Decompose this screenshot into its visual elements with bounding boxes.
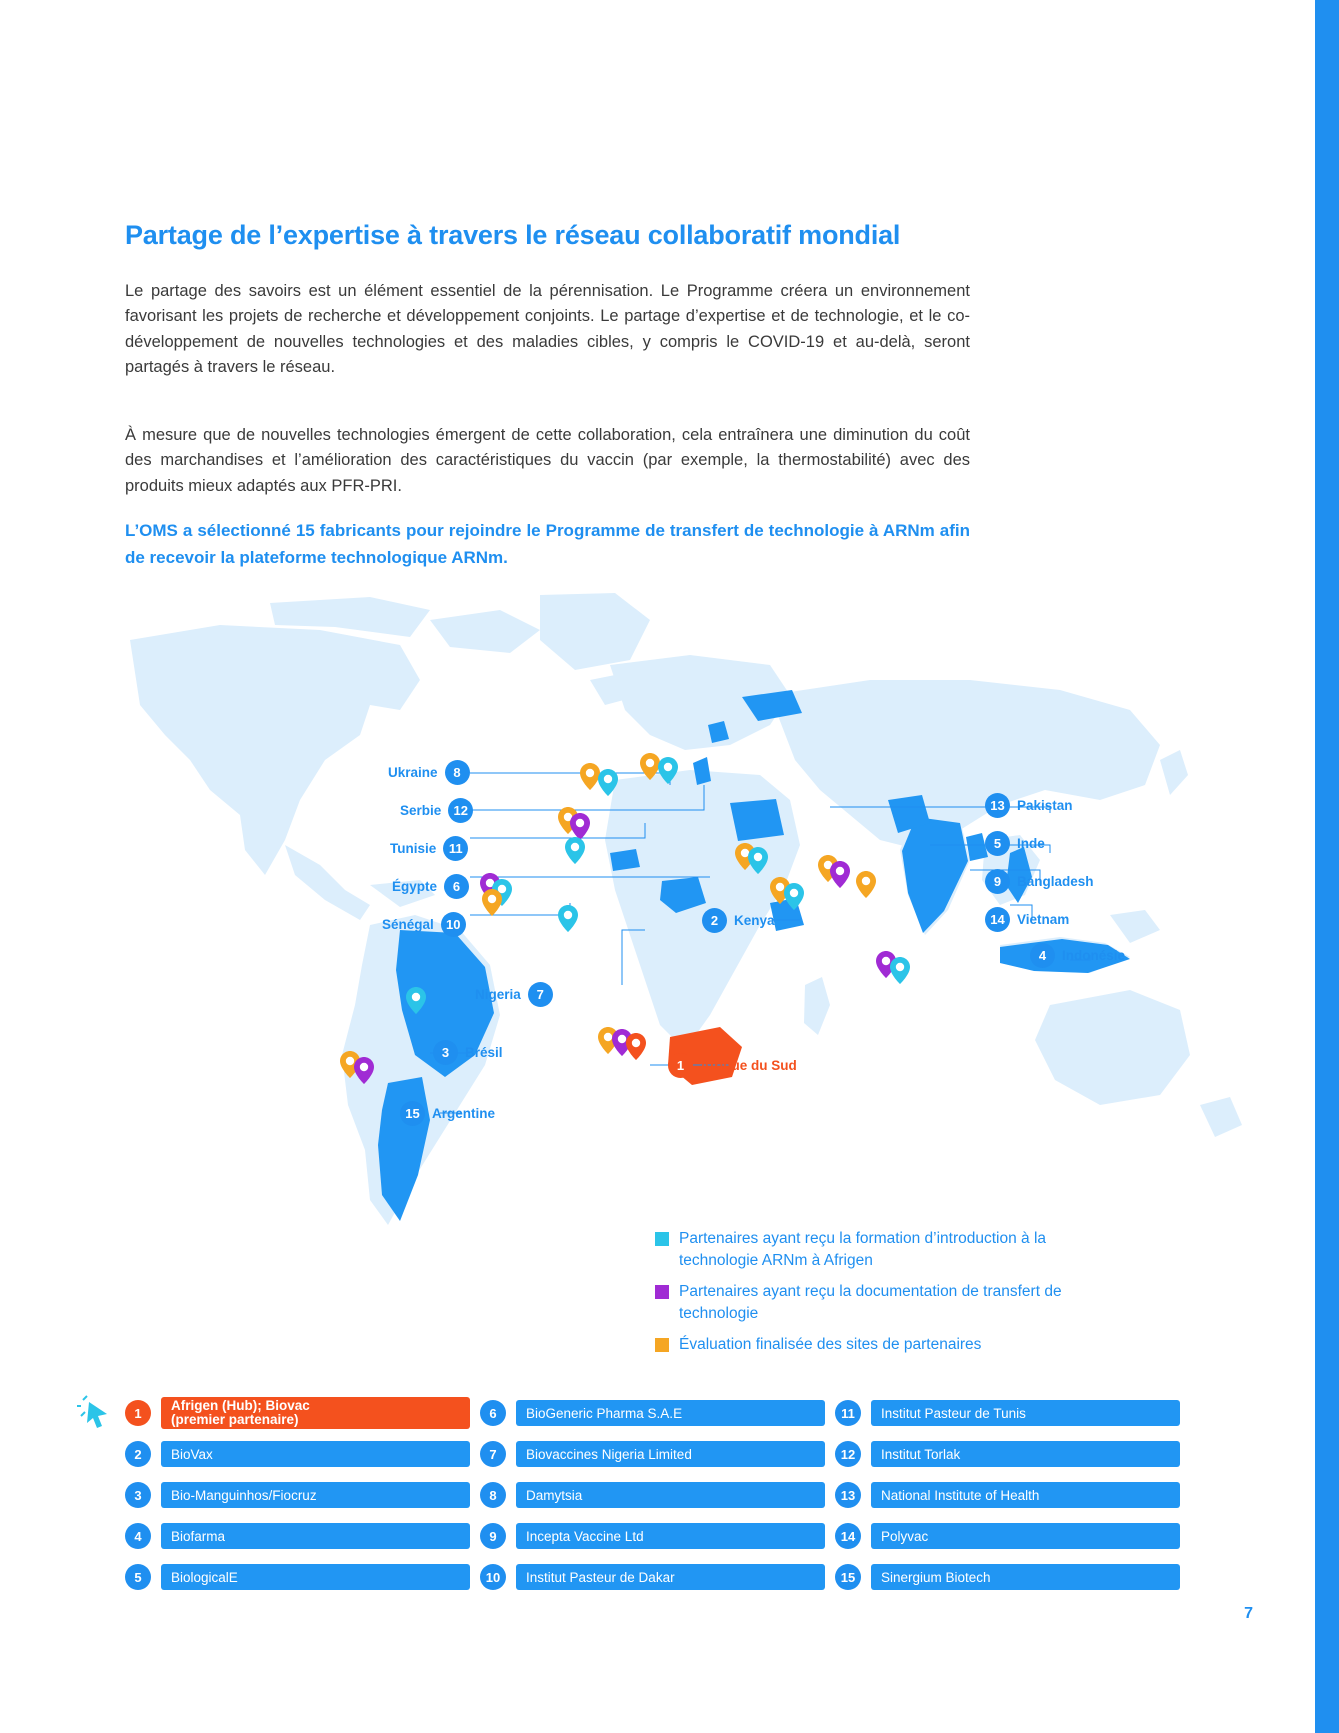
legend-text-training: Partenaires ayant reçu la formation d’introduction à la technologie ARNm à Afrigen	[679, 1230, 1047, 1269]
list-number-6: 6	[480, 1400, 506, 1426]
map-label-bresil-number: 3	[433, 1040, 458, 1065]
list-label-8: Damytsia	[516, 1482, 825, 1508]
map-label-kenya	[702, 908, 775, 933]
map-label-serbie-number: 12	[448, 798, 473, 823]
map-label-pakistan-text: Pakistan	[1017, 798, 1073, 813]
list-label-15: Sinergium Biotech	[871, 1564, 1180, 1590]
map-label-indonesie-number: 4	[1030, 943, 1055, 968]
map-label-bangladesh-number: 9	[985, 869, 1010, 894]
map-label-afrique-du-sud-number: 1	[668, 1053, 693, 1078]
list-item-9[interactable]	[480, 1523, 825, 1549]
list-label-13: National Institute of Health	[871, 1482, 1180, 1508]
list-label-6: BioGeneric Pharma S.A.E	[516, 1400, 825, 1426]
map-label-egypte	[392, 874, 469, 899]
map-label-argentine-text: Argentine	[432, 1106, 496, 1121]
map-label-tunisie-number: 11	[443, 836, 468, 861]
list-item-7[interactable]	[480, 1441, 825, 1467]
map-label-senegal	[382, 912, 466, 937]
list-label-1-line2: (premier partenaire)	[171, 1412, 299, 1427]
list-number-13: 13	[835, 1482, 861, 1508]
map-label-nigeria	[475, 982, 553, 1007]
list-item-14[interactable]	[835, 1523, 1180, 1549]
map-label-pakistan-number: 13	[985, 793, 1010, 818]
list-number-1: 1	[125, 1400, 151, 1426]
manufacturers-column-2	[480, 1400, 825, 1605]
list-label-5: BiologicalE	[161, 1564, 470, 1590]
map-label-egypte-number: 6	[444, 874, 469, 899]
world-map-svg	[70, 585, 1250, 1275]
map-label-ukraine	[388, 760, 470, 785]
list-label-10: Institut Pasteur de Dakar	[516, 1564, 825, 1590]
map-label-afrique-du-sud-text: Afrique du Sud	[700, 1058, 797, 1073]
list-number-5: 5	[125, 1564, 151, 1590]
map-label-argentine-number: 15	[400, 1101, 425, 1126]
map-label-bresil	[433, 1040, 503, 1065]
list-number-3: 3	[125, 1482, 151, 1508]
legend-text-documentation: Partenaires ayant reçu la documentation de transfert de technologie	[679, 1283, 1062, 1322]
list-item-10[interactable]	[480, 1564, 825, 1590]
map-legend	[655, 1228, 1125, 1365]
list-item-15[interactable]	[835, 1564, 1180, 1590]
list-item-5[interactable]	[125, 1564, 470, 1590]
map-label-vietnam-text: Vietnam	[1017, 912, 1070, 927]
map-label-afrique-du-sud	[668, 1053, 797, 1078]
list-item-2[interactable]	[125, 1441, 470, 1467]
list-item-12[interactable]	[835, 1441, 1180, 1467]
list-label-1	[161, 1397, 470, 1429]
list-item-8[interactable]	[480, 1482, 825, 1508]
paragraph-1: Le partage des savoirs est un élément essentiel de la pérennisation. Le Programme créera un environnement favorisant les projets de recherche et développement conjoints. Le partage d’expertise et de technologie, et le co-développement de nouvelles technologies et des maladies cibles, y compris le COVID-19 et au-delà, seront partagés à travers le réseau.	[125, 281, 970, 376]
map-label-indonesie-text: Indonésie	[1062, 948, 1126, 963]
list-item-11[interactable]	[835, 1400, 1180, 1426]
list-number-15: 15	[835, 1564, 861, 1590]
paragraph-2: À mesure que de nouvelles technologies émergent de cette collaboration, cela entraînera une diminution du coût des marchandises et l’amélioration des caractéristiques du vaccin (par exemple, la thermostabilité) avec des produits mieux adaptés aux PFR-PRI.	[125, 425, 970, 495]
page-number: 7	[1244, 1605, 1253, 1622]
map-label-argentine	[400, 1101, 495, 1126]
world-map	[70, 585, 1250, 1275]
map-label-kenya-text: Kenya	[734, 913, 775, 928]
map-label-tunisie	[390, 836, 468, 861]
list-number-11: 11	[835, 1400, 861, 1426]
list-label-4: Biofarma	[161, 1523, 470, 1549]
list-number-14: 14	[835, 1523, 861, 1549]
map-label-serbie	[400, 798, 473, 823]
map-label-vietnam-number: 14	[985, 907, 1010, 932]
map-label-ukraine-text: Ukraine	[388, 765, 438, 780]
map-label-vietnam	[985, 907, 1069, 932]
list-item-13[interactable]	[835, 1482, 1180, 1508]
map-label-indonesie	[1030, 943, 1125, 968]
map-label-bresil-text: Brésil	[465, 1045, 503, 1060]
list-label-9: Incepta Vaccine Ltd	[516, 1523, 825, 1549]
list-label-14: Polyvac	[871, 1523, 1180, 1549]
cursor-icon	[77, 1394, 117, 1434]
map-label-kenya-number: 2	[702, 908, 727, 933]
list-number-7: 7	[480, 1441, 506, 1467]
list-label-3: Bio-Manguinhos/Fiocruz	[161, 1482, 470, 1508]
list-number-4: 4	[125, 1523, 151, 1549]
map-label-inde	[985, 831, 1045, 856]
legend-swatch-orange	[655, 1338, 669, 1352]
list-label-2: BioVax	[161, 1441, 470, 1467]
map-label-senegal-text: Sénégal	[382, 917, 434, 932]
legend-swatch-purple	[655, 1285, 669, 1299]
list-label-11: Institut Pasteur de Tunis	[871, 1400, 1180, 1426]
map-label-bangladesh-text: Bangladesh	[1017, 874, 1094, 889]
list-label-1-line1: Afrigen (Hub); Biovac	[171, 1398, 310, 1413]
list-item-1[interactable]	[125, 1400, 470, 1426]
manufacturers-column-3	[835, 1400, 1180, 1605]
right-edge-bar	[1315, 0, 1339, 1733]
list-item-6[interactable]	[480, 1400, 825, 1426]
legend-item-evaluation	[655, 1334, 1125, 1356]
highlight-text: L’OMS a sélectionné 15 fabricants pour rejoindre le Programme de transfert de technologie à ARNm afin de recevoir la plateforme technologique ARNm.	[125, 521, 970, 567]
map-label-tunisie-text: Tunisie	[390, 841, 437, 856]
map-label-pakistan	[985, 793, 1073, 818]
map-label-inde-text: Inde	[1017, 836, 1045, 851]
map-label-nigeria-text: Nigeria	[475, 987, 521, 1002]
legend-swatch-cyan	[655, 1232, 669, 1246]
page-title: Partage de l’expertise à travers le réseau collaboratif mondial	[125, 220, 901, 251]
list-number-12: 12	[835, 1441, 861, 1467]
map-label-serbie-text: Serbie	[400, 803, 442, 818]
list-label-7: Biovaccines Nigeria Limited	[516, 1441, 825, 1467]
list-label-12: Institut Torlak	[871, 1441, 1180, 1467]
list-number-10: 10	[480, 1564, 506, 1590]
list-number-2: 2	[125, 1441, 151, 1467]
manufacturers-column-1	[125, 1400, 470, 1605]
manufacturers-list	[125, 1400, 1185, 1600]
map-label-senegal-number: 10	[441, 912, 466, 937]
legend-item-training	[655, 1228, 1125, 1272]
map-label-nigeria-number: 7	[528, 982, 553, 1007]
map-label-bangladesh	[985, 869, 1094, 894]
list-item-3[interactable]	[125, 1482, 470, 1508]
map-label-ukraine-number: 8	[445, 760, 470, 785]
legend-text-evaluation: Évaluation finalisée des sites de partenaires	[679, 1336, 982, 1353]
list-number-9: 9	[480, 1523, 506, 1549]
legend-item-documentation	[655, 1281, 1125, 1325]
list-number-8: 8	[480, 1482, 506, 1508]
map-label-inde-number: 5	[985, 831, 1010, 856]
list-item-4[interactable]	[125, 1523, 470, 1549]
map-label-egypte-text: Égypte	[392, 879, 438, 894]
